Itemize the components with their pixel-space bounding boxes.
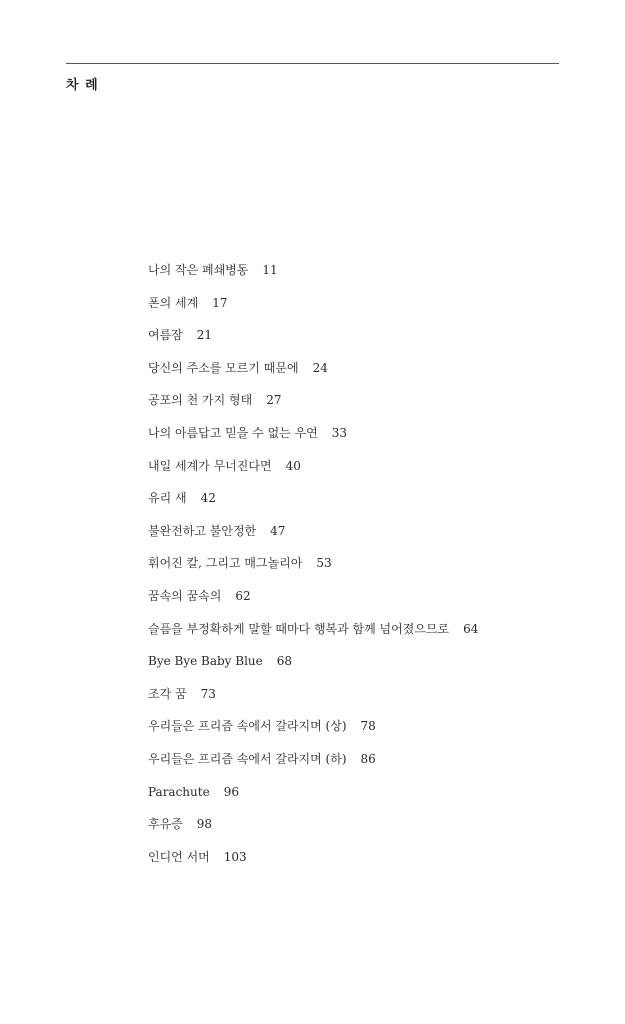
- toc-entry: [148, 814, 478, 847]
- toc-entry-title: 꿈속의 꿈속의: [148, 588, 222, 603]
- toc-entry: [148, 651, 478, 684]
- toc-entry-page: 40: [285, 458, 301, 473]
- toc-entry-page: 96: [223, 784, 239, 799]
- toc-entry-page: 24: [312, 360, 328, 375]
- toc-entry-title: 불완전하고 불안정한: [148, 523, 257, 538]
- top-rule: [66, 63, 559, 64]
- toc-entry: [148, 847, 478, 880]
- toc-entry: [148, 325, 478, 358]
- toc-entry-page: 73: [200, 686, 216, 701]
- table-of-contents: [148, 260, 478, 879]
- toc-entry: [148, 684, 478, 717]
- toc-entry-title: 인디언 서머: [148, 849, 210, 864]
- toc-entry-page: 68: [276, 654, 293, 669]
- toc-entry-page: 86: [360, 751, 376, 766]
- toc-entry-page: 53: [316, 556, 332, 571]
- toc-entry-title: 나의 아름답고 믿을 수 없는 우연: [148, 425, 318, 440]
- toc-entry: [148, 619, 478, 652]
- toc-entry: [148, 553, 478, 586]
- toc-entry-title: 내일 세계가 무너진다면: [148, 458, 272, 473]
- toc-entry-title: 조각 꿈: [148, 686, 187, 701]
- toc-entry-page: 64: [463, 621, 479, 636]
- toc-entry: [148, 716, 478, 749]
- toc-entry-title: 나의 작은 폐쇄병동: [148, 263, 249, 277]
- toc-entry-page: 98: [196, 817, 213, 832]
- toc-entry-title: 후유증: [148, 817, 183, 832]
- toc-entry: [148, 749, 478, 782]
- toc-entry: [148, 521, 478, 554]
- toc-entry: [148, 488, 478, 521]
- toc-entry: [148, 260, 478, 293]
- toc-entry-title: 여름잠: [148, 328, 183, 343]
- toc-entry-page: 11: [262, 263, 278, 277]
- toc-entry-title: 휘어진 칼, 그리고 매그놀리아: [148, 556, 303, 571]
- toc-entry-page: 62: [235, 588, 251, 603]
- toc-entry: [148, 456, 478, 489]
- toc-entry-page: 33: [331, 425, 348, 440]
- toc-entry-page: 21: [196, 328, 213, 343]
- toc-entry-title: Bye Bye Baby Blue: [148, 654, 263, 669]
- toc-entry-title: 슬픔을 부정확하게 말할 때마다 행복과 함께 넘어졌으므로: [148, 621, 450, 636]
- toc-entry: [148, 293, 478, 326]
- toc-entry-title: 우리들은 프리즘 속에서 갈라지며 (상): [148, 719, 347, 734]
- toc-entry-title: 공포의 천 가지 형태: [148, 393, 253, 408]
- toc-entry: [148, 423, 478, 456]
- toc-entry: [148, 586, 478, 619]
- toc-entry-title: 유리 새: [148, 491, 187, 506]
- toc-entry-title: 당신의 주소를 모르기 때문에: [148, 360, 299, 375]
- toc-entry-page: 78: [360, 719, 376, 734]
- toc-entry-page: 17: [212, 295, 228, 310]
- page-title: 차 례: [66, 78, 99, 93]
- toc-entry-page: 27: [266, 393, 282, 408]
- toc-entry-title: 폰의 세계: [148, 295, 199, 310]
- toc-entry-title: 우리들은 프리즘 속에서 갈라지며 (하): [148, 751, 347, 766]
- toc-entry-page: 47: [270, 523, 286, 538]
- toc-entry-title: Parachute: [148, 784, 210, 799]
- toc-entry: [148, 782, 478, 815]
- toc-entry-page: 103: [223, 849, 247, 864]
- toc-entry: [148, 390, 478, 423]
- toc-entry-page: 42: [200, 491, 216, 506]
- toc-entry: [148, 358, 478, 391]
